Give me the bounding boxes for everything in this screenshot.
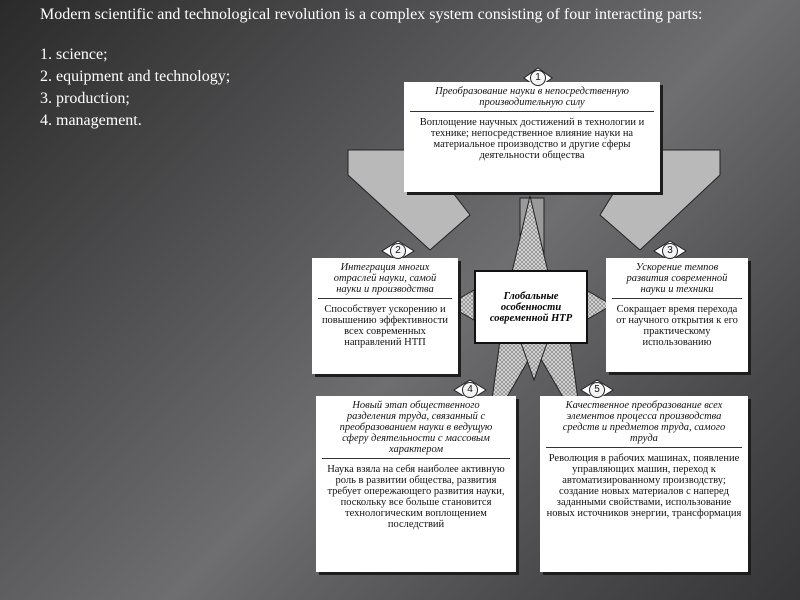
- box-3-number: 3: [662, 243, 678, 259]
- center-label: Глобальные особенности современной НТР: [489, 290, 573, 324]
- box-1-body: Воплощение научных достижений в технологии и технике; непосредственное влияние науки на материальное производство и другие сферы деятельности общества: [419, 117, 645, 161]
- list-item-production: 3. production;: [40, 90, 130, 107]
- box-4-number: 4: [462, 382, 478, 398]
- box-4-title: Новый этап общественного разделения труда, связанный с преобразованием науки в ведущую сферу деятельности с массовым характером: [322, 396, 510, 459]
- box-2-body: Способствует ускорению и повышению эффективности всех современных направлений НТП: [321, 304, 449, 348]
- box-2-title: Интеграция многих отраслей науки, самой науки и производства: [318, 258, 452, 299]
- box-4: [316, 396, 516, 572]
- box-1-number: 1: [530, 70, 546, 86]
- box-5: [540, 396, 748, 572]
- box-5-number: 5: [589, 382, 605, 398]
- box-5-body: Революция в рабочих машинах, появление управляющих машин, переход к автоматизированному производству; создание новых материалов с наперед заданными свойствами, использование новых источников энергии, трансформация: [546, 453, 742, 519]
- box-1: [404, 82, 660, 192]
- box-5-title: Качественное преобразование всех элементов процесса производства средств и предметов труда, самого труда: [546, 396, 742, 448]
- list-item-equipment: 2. equipment and technology;: [40, 68, 231, 85]
- box-2: [312, 258, 458, 374]
- intro-lead: Modern scientific and technological revolution is a complex system consisting of four interacting parts:: [40, 6, 703, 23]
- box-1-title: Преобразование науки в непосредственную производительную силу: [410, 82, 654, 112]
- list-item-management: 4. management.: [40, 112, 142, 129]
- list-item-science: 1. science;: [40, 46, 108, 63]
- box-3-body: Сокращает время перехода от научного открытия к его практическому использованию: [616, 304, 738, 348]
- center-box: [474, 270, 588, 344]
- box-3: [606, 258, 748, 372]
- box-2-number: 2: [390, 243, 406, 259]
- box-3-title: Ускорение темпов развития современной науки и техники: [612, 258, 742, 299]
- box-4-body: Наука взяла на себя наиболее активную роль в развитии общества, развития требует опережающего развития науки, поскольку все больше становится технологическим воплощением последствий: [327, 464, 505, 530]
